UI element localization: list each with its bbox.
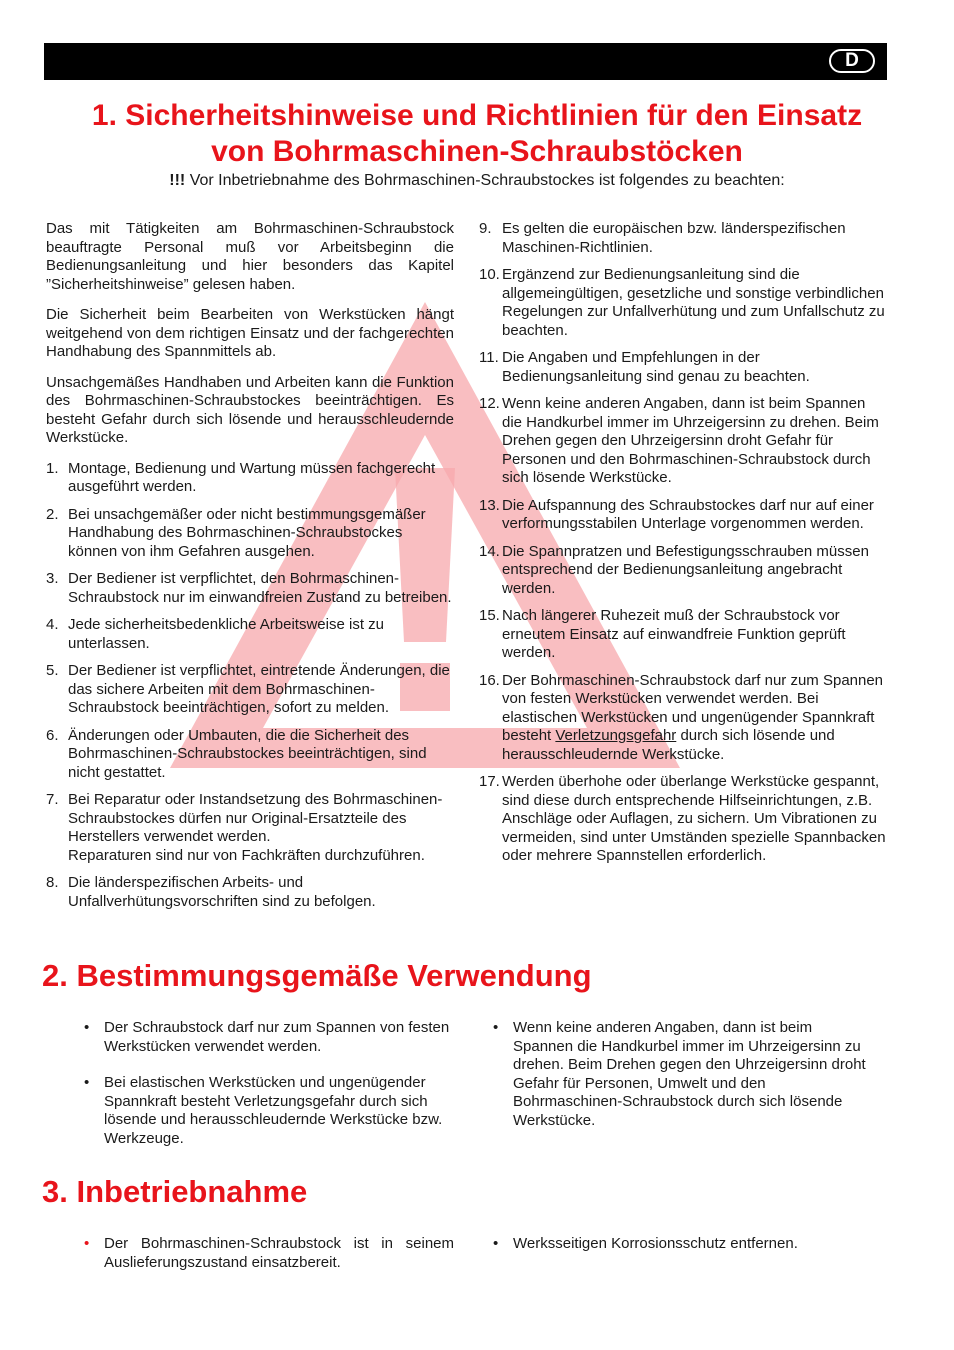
item-number: 3.	[46, 570, 59, 587]
item-text: Die länderspezifischen Arbeits- und Unfallverhütungsvorschriften sind zu befolgen.	[68, 874, 376, 910]
section-3-right-bullets	[493, 1235, 869, 1272]
safety-item-17	[479, 773, 889, 866]
section-1-title	[30, 98, 924, 170]
item-text: Wenn keine anderen Angaben, dann ist beim Spannen die Handkurbel immer im Uhrzeigersinn zu drehen. Beim Drehen gegen den Uhrzeigersinn droht Gefahr für Personen und den Bohrmaschinen-Schraubstock durch sich lösende Werkstücke.	[502, 395, 879, 486]
item-number: 5.	[46, 662, 59, 679]
bullet-icon: •	[84, 1019, 90, 1036]
item-number: 8.	[46, 874, 59, 891]
list-item	[84, 1074, 452, 1148]
item-text: Die Aufspannung des Schraubstockes darf nur auf einer verformungsstabilen Unterlage vorgenommen werden.	[502, 496, 874, 532]
item-text: Montage, Bedienung und Wartung müssen fachgerecht ausgeführt werden.	[68, 459, 436, 495]
language-badge: D	[829, 49, 875, 73]
subtitle-exclamation: !!!	[169, 172, 186, 189]
item-text-part: Bei Reparatur oder Instandsetzung des Bohrmaschinen-Schraubstockes dürfen nur Original-Ersatzteile des Herstellers verwendet werden.	[68, 791, 443, 845]
item-number: 16.	[479, 671, 500, 689]
safety-item-14	[479, 543, 889, 599]
item-text: Jede sicherheitsbedenkliche Arbeitsweise ist zu unterlassen.	[68, 616, 385, 652]
item-text-part: Der Bohrmaschinen-Schraubstock darf nur zum Spannen von festen Werkstücken verwendet werden. Bei elastischen Werkstücken und ungenügender Spannkraft besteht	[502, 671, 884, 744]
safety-item-8	[46, 874, 454, 911]
item-text: Änderungen oder Umbauten, die die Sicherheit des Bohrmaschinen-Schraubstockes beeinträchtigen, sind nicht gestattet.	[68, 726, 427, 781]
item-text: Die Angaben und Empfehlungen in der Bedienungsanleitung sind genau zu beachten.	[502, 349, 810, 385]
intro-paragraph: Das mit Tätigkeiten am Bohrmaschinen-Schraubstock beauftragte Personal muß vor Arbeitsbeginn die Bedienungsanleitung und hier besonders das Kapitel ”Sicherheitshinweise” gelesen haben.	[46, 220, 454, 293]
section-2-left-bullets	[84, 1019, 452, 1166]
list-item	[493, 1019, 869, 1130]
section-2-right-bullets	[493, 1019, 869, 1148]
list-item	[493, 1235, 869, 1254]
bullet-text: Der Schraubstock darf nur zum Spannen von festen Werkstücken verwendet werden.	[104, 1019, 450, 1055]
intro-paragraph: Die Sicherheit beim Bearbeiten von Werkstücken hängt weitgehend von dem richtigen Einsatz und der fachgerechten Handhabung des Spannmittels ab.	[46, 306, 454, 360]
item-number: 14.	[479, 542, 500, 560]
section-1-subtitle	[30, 172, 924, 190]
bullet-text: Wenn keine anderen Angaben, dann ist beim Spannen die Handkurbel immer im Uhrzeigersinn zu drehen. Beim Drehen gegen den Uhrzeigersinn droht Gefahr für Personen, Umwelt und den Bohrmaschinen-Schraubstock durch sich lösende Werkstücke.	[513, 1019, 866, 1129]
item-number: 6.	[46, 726, 59, 744]
safety-item-13	[479, 497, 889, 534]
item-number: 15.	[479, 607, 500, 624]
item-number: 2.	[46, 505, 59, 523]
section-3-title: 3. Inbetriebnahme	[42, 1174, 308, 1209]
safety-item-12	[479, 395, 889, 488]
bullet-text: Werksseitigen Korrosionsschutz entfernen.	[513, 1235, 798, 1252]
safety-item-10	[479, 266, 889, 340]
item-number: 12.	[479, 395, 500, 412]
safety-item-6	[46, 727, 454, 783]
item-text	[502, 672, 889, 765]
item-number: 7.	[46, 791, 59, 808]
item-text: Ergänzend zur Bedienungsanleitung sind die allgemeingültigen, gesetzliche und sonstige verbindlichen Regelungen zur Unfallverhütung und zum Unfallschutz zu beachten.	[502, 266, 885, 339]
item-text: Der Bediener ist verpflichtet, den Bohrmaschinen-Schraubstock nur im einwandfreien Zustand zu betreiben.	[68, 570, 452, 606]
bullet-icon: •	[84, 1074, 90, 1091]
item-text	[68, 791, 454, 865]
section-1-title-line-2: von Bohrmaschinen-Schraubstöcken	[211, 135, 743, 168]
bullet-text: Der Bohrmaschinen-Schraubstock ist in seinem Auslieferungszustand einsatzbereit.	[104, 1235, 454, 1271]
item-text: Es gelten die europäischen bzw. länderspezifischen Maschinen-Richtlinien.	[502, 220, 846, 256]
item-text-part: durch sich lösende und herausschleudernde Werkstücke.	[502, 727, 835, 763]
header-bar	[44, 43, 887, 80]
safety-item-2	[46, 506, 454, 562]
item-text: Die Spannpratzen und Befestigungsschrauben müssen entsprechend der Bedienungsanleitung angebracht werden.	[502, 542, 869, 597]
item-number: 9.	[479, 220, 492, 237]
list-item	[84, 1235, 454, 1272]
bullet-text: Bei elastischen Werkstücken und ungenügender Spannkraft besteht Verletzungsgefahr durch sich lösende und herausschleudernde Werkstücke bzw. Werkzeuge.	[104, 1074, 443, 1147]
safety-item-5	[46, 662, 454, 718]
safety-item-11	[479, 349, 889, 386]
item-text: Bei unsachgemäßer oder nicht bestimmungsgemäßer Handhabung des Bohrmaschinen-Schraubstockes können von ihm Gefahren ausgehen.	[68, 505, 426, 560]
safety-left-column	[46, 220, 454, 920]
safety-item-15	[479, 607, 889, 663]
section-3-left-bullets	[84, 1235, 454, 1290]
list-item	[84, 1019, 452, 1056]
section-1-title-line-1: 1. Sicherheitshinweise und Richtlinien für den Einsatz	[91, 99, 863, 132]
item-text: Nach längerer Ruhezeit muß der Schraubstock vor erneutem Einsatz auf einwandfreie Funktion geprüft werden.	[502, 607, 846, 661]
safety-item-9	[479, 220, 889, 257]
safety-right-column	[479, 220, 889, 875]
safety-item-1	[46, 460, 454, 497]
item-text-part: Reparaturen sind nur von Fachkräften durchzuführen.	[68, 846, 425, 864]
item-number: 11.	[479, 349, 499, 366]
section-2-title: 2. Bestimmungsgemäße Verwendung	[42, 958, 592, 993]
subtitle-text: Vor Inbetriebnahme des Bohrmaschinen-Schraubstockes ist folgendes zu beachten:	[185, 172, 785, 189]
item-number: 17.	[479, 773, 500, 790]
item-text: Der Bediener ist verpflichtet, eintretende Änderungen, die das sichere Arbeiten mit dem Bohrmaschinen-Schraubstock beeinträchtigen, sofort zu melden.	[68, 662, 450, 716]
safety-item-16	[479, 672, 889, 765]
bullet-icon: •	[84, 1235, 90, 1252]
intro-paragraph: Unsachgemäßes Handhaben und Arbeiten kann die Funktion des Bohrmaschinen-Schraubstockes beeinträchtigen. Es besteht Gefahr durch sich lösende und herausschleudernde Werkstücke.	[46, 373, 454, 446]
item-number: 13.	[479, 496, 500, 514]
underlined-term: Verletzungsgefahr	[555, 727, 677, 744]
safety-item-7	[46, 791, 454, 865]
bullet-icon: •	[493, 1235, 499, 1252]
item-number: 1.	[46, 459, 59, 477]
bullet-icon: •	[493, 1019, 499, 1036]
safety-item-3	[46, 570, 454, 607]
safety-item-4	[46, 616, 454, 653]
item-text: Werden überhohe oder überlange Werkstücke gespannt, sind diese durch entsprechende Hilfseinrichtungen, z.B. Anschläge oder Auflagen, zu sichern. Um Vibrationen zu vermeiden, sind unter Umständen spezielle Spannbacken oder mehrere Spannstellen erforderlich.	[502, 773, 886, 864]
item-number: 10.	[479, 266, 500, 283]
item-number: 4.	[46, 616, 59, 633]
